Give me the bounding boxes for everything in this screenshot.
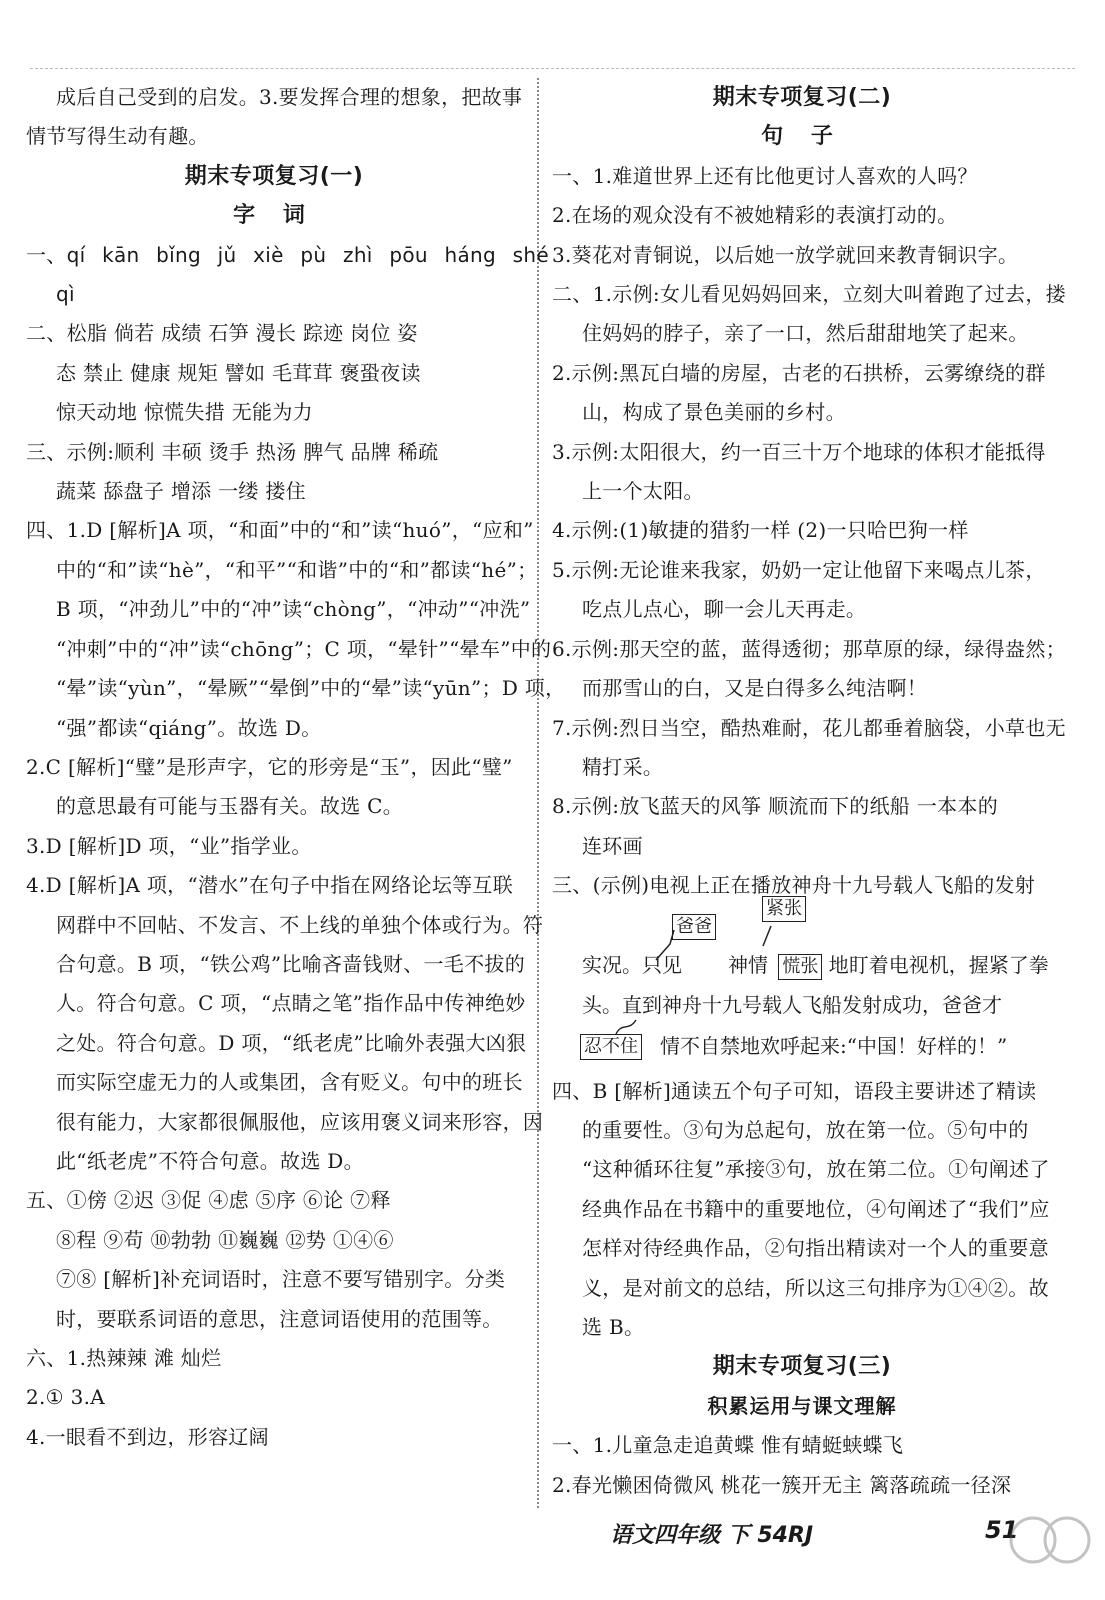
page-number: 51 bbox=[985, 1516, 1019, 1544]
box-jinzhang: 紧张 bbox=[762, 896, 806, 922]
q4-2-line: 2.C [解析]“璧”是形声字，它的形旁是“玉”，因此“璧” bbox=[26, 754, 513, 779]
s2-line: 上一个太阳。 bbox=[582, 479, 704, 504]
watermark-logo-icon bbox=[1005, 1512, 1095, 1568]
s4-line: 怎样对待经典作品，②句指出精读对一个人的重要意 bbox=[582, 1236, 1049, 1261]
q4-4-line: 之处。符合句意。D 项，“纸老虎”比喻外表强大凶狠 bbox=[56, 1030, 527, 1055]
q3-line: 蔬菜 舔盘子 增添 一缕 搂住 bbox=[56, 479, 306, 504]
q2-line: 态 禁止 健康 规矩 譬如 毛茸茸 褒蛩夜读 bbox=[56, 360, 421, 385]
s2-line: 5.示例:无论谁来我家，奶奶一定让他留下来喝点儿茶， bbox=[552, 557, 1046, 582]
q4-line: “晕”读“yùn”，“晕厥”“晕倒”中的“晕”读“yūn”；D 项， bbox=[56, 676, 566, 701]
right-column bbox=[552, 78, 1066, 1505]
left-column bbox=[26, 78, 566, 1457]
s2-line: 6.示例:那天空的蓝，蓝得透彻；那草原的绿，绿得盎然； bbox=[552, 636, 1066, 661]
s2-line: 而那雪山的白，又是白得多么纯洁啊！ bbox=[582, 676, 928, 701]
correction-passage bbox=[552, 897, 1052, 1024]
box-baba: 爸爸 bbox=[672, 914, 716, 940]
s4-line: 选 B。 bbox=[582, 1314, 645, 1339]
q5-line: ⑧程 ⑨苟 ⑩勃勃 ⑪巍巍 ⑫势 ①④⑥ bbox=[56, 1227, 394, 1252]
s3-text-b: 神情 bbox=[728, 952, 768, 977]
page-footer bbox=[610, 1510, 1090, 1570]
q4-4-line: 网群中不回帖、不发言、不上线的单独个体或行为。符 bbox=[56, 912, 544, 937]
t1-line: 一、1.儿童急走追黄蝶 惟有蜻蜓蛱蝶飞 bbox=[552, 1433, 904, 1458]
q4-4-line: 人。符合句意。C 项，“点睛之笔”指作品中传神绝妙 bbox=[56, 991, 526, 1016]
q4-line: 中的“和”读“hè”，“和平”“和谐”中的“和”都读“hé”； bbox=[56, 557, 538, 582]
q6-line: 六、1.热辣辣 滩 灿烂 bbox=[26, 1346, 222, 1370]
section-title-2: 期末专项复习(二) bbox=[712, 85, 892, 110]
q4-4-line: 而实际空虚无力的人或集团，含有贬义。句中的班长 bbox=[56, 1070, 523, 1095]
delete-mark-icon bbox=[612, 1018, 642, 1038]
s4-line: 经典作品在书籍中的重要地位，④句阐述了“我们”应 bbox=[582, 1196, 1050, 1221]
s1-line: 2.在场的观众没有不被她精彩的表演打动的。 bbox=[552, 203, 958, 228]
s3-line3: 头。直到神舟十九号载人飞船发射成功，爸爸才 bbox=[582, 992, 1002, 1017]
s3-text-a: 实况。只见 bbox=[582, 952, 682, 977]
intro-line: 情节写得生动有趣。 bbox=[26, 124, 209, 149]
s4-line: 义，是对前文的总结，所以这三句排序为①④②。故 bbox=[582, 1275, 1049, 1300]
q6-line: 2.① 3.A bbox=[26, 1385, 105, 1410]
section-subtitle-words: 字 词 bbox=[233, 203, 315, 229]
section-title-1: 期末专项复习(一) bbox=[184, 163, 364, 189]
s2-line: 4.示例:(1)敏捷的猎豹一样 (2)一只哈巴狗一样 bbox=[552, 518, 969, 543]
s2-line: 3.示例:太阳很大，约一百三十万个地球的体积才能抵得 bbox=[552, 439, 1046, 464]
s3-line: 三、(示例)电视上正在播放神舟十九号载人飞船的发射 bbox=[552, 873, 1036, 898]
correction-line-4 bbox=[552, 1024, 1052, 1072]
section-subtitle-3: 积累运用与课文理解 bbox=[707, 1393, 897, 1418]
box-renbuzhu: 忍不住 bbox=[580, 1034, 642, 1060]
s2-line: 8.示例:放飞蓝天的风筝 顺流而下的纸船 一本本的 bbox=[552, 794, 999, 819]
q1-line: qì bbox=[56, 282, 75, 307]
q1-line: 一、qí kān bǐng jǔ xiè pù zhì pōu háng shé bbox=[26, 242, 549, 267]
q5-line: 五、①傍 ②迟 ③促 ④虑 ⑤序 ⑥论 ⑦释 bbox=[26, 1188, 391, 1213]
s4-line: 四、B [解析]通读五个句子可知，语段主要讲述了精读 bbox=[552, 1078, 1037, 1103]
q5-line: ⑦⑧ [解析]补充词语时，注意不要写错别字。分类 bbox=[56, 1267, 506, 1292]
q5-line: 时，要联系词语的意思，注意词语使用的范围等。 bbox=[56, 1306, 503, 1331]
q3-line: 三、示例:顺利 丰硕 烫手 热汤 脾气 品牌 稀疏 bbox=[26, 439, 439, 464]
s4-line: “这种循环往复”承接③句，放在第二位。①句阐述了 bbox=[582, 1157, 1050, 1182]
t1-line: 2.春光懒困倚微风 桃花一簇开无主 篱落疏疏一径深 bbox=[552, 1472, 1012, 1497]
q4-4-line: 合句意。B 项，“铁公鸡”比喻吝啬钱财、一毛不拔的 bbox=[56, 951, 526, 976]
s1-line: 3.葵花对青铜说，以后她一放学就回来教青铜识字。 bbox=[552, 242, 1019, 267]
s2-line: 2.示例:黑瓦白墙的房屋，古老的石拱桥，云雾缭绕的群 bbox=[552, 360, 1046, 385]
s3-line4: 情不自禁地欢呼起来:“中国！好样的！” bbox=[660, 1033, 1008, 1058]
s2-line: 住妈妈的脖子，亲了一口，然后甜甜地笑了起来。 bbox=[582, 321, 1029, 346]
s2-line: 7.示例:烈日当空，酷热难耐，花儿都垂着脑袋，小草也无 bbox=[552, 715, 1066, 740]
s2-line: 二、1.示例:女儿看见妈妈回来，立刻大叫着跑了过去，搂 bbox=[552, 282, 1066, 307]
q4-4-line: 4.D [解析]A 项，“潜水”在句子中指在网络论坛等互联 bbox=[26, 873, 514, 898]
intro-line: 成后自己受到的启发。3.要发挥合理的想象，把故事 bbox=[56, 85, 523, 109]
s3-text-c: 地盯着电视机，握紧了拳 bbox=[828, 952, 1049, 977]
s2-line: 吃点儿点心，聊一会儿天再走。 bbox=[582, 597, 867, 622]
column-divider bbox=[537, 78, 539, 1508]
q2-line: 二、松脂 倘若 成绩 石笋 漫长 踪迹 岗位 姿 bbox=[26, 321, 418, 346]
q4-2-line: 的意思最有可能与玉器有关。故选 C。 bbox=[56, 794, 404, 819]
footer-label: 语文四年级 下 54RJ bbox=[610, 1523, 814, 1548]
box-huangzhang: 慌张 bbox=[778, 954, 822, 980]
swap-mark-icon bbox=[757, 920, 787, 950]
section-subtitle-sentences: 句 子 bbox=[761, 124, 843, 150]
s4-line: 的重要性。③句为总起句，放在第一位。⑤句中的 bbox=[582, 1117, 1029, 1142]
q6-line: 4.一眼看不到边，形容辽阔 bbox=[26, 1424, 269, 1449]
s1-line: 一、1.难道世界上还有比他更讨人喜欢的人吗？ bbox=[552, 163, 978, 188]
section-title-3: 期末专项复习(三) bbox=[712, 1354, 892, 1380]
q4-line: “冲刺”中的“冲”读“chōng”；C 项，“晕针”“晕车”中的 bbox=[56, 636, 552, 661]
q4-4-line: 此“纸老虎”不符合句意。故选 D。 bbox=[56, 1148, 364, 1173]
s2-line: 连环画 bbox=[582, 833, 643, 858]
q4-line: B 项，“冲劲儿”中的“冲”读“chòng”，“冲动”“冲洗” bbox=[56, 597, 531, 622]
q4-3-line: 3.D [解析]D 项，“业”指学业。 bbox=[26, 833, 312, 858]
q2-line: 惊天动地 惊慌失措 无能为力 bbox=[56, 400, 313, 425]
q4-line: 四、1.D [解析]A 项，“和面”中的“和”读“huó”，“应和” bbox=[26, 518, 534, 543]
top-rule bbox=[30, 68, 1075, 69]
s2-line: 山，构成了景色美丽的乡村。 bbox=[582, 400, 846, 425]
s2-line: 精打采。 bbox=[582, 754, 664, 779]
q4-line: “强”都读“qiáng”。故选 D。 bbox=[56, 715, 322, 740]
q4-4-line: 很有能力，大家都很佩服他，应该用褒义词来形容，因 bbox=[56, 1109, 544, 1134]
